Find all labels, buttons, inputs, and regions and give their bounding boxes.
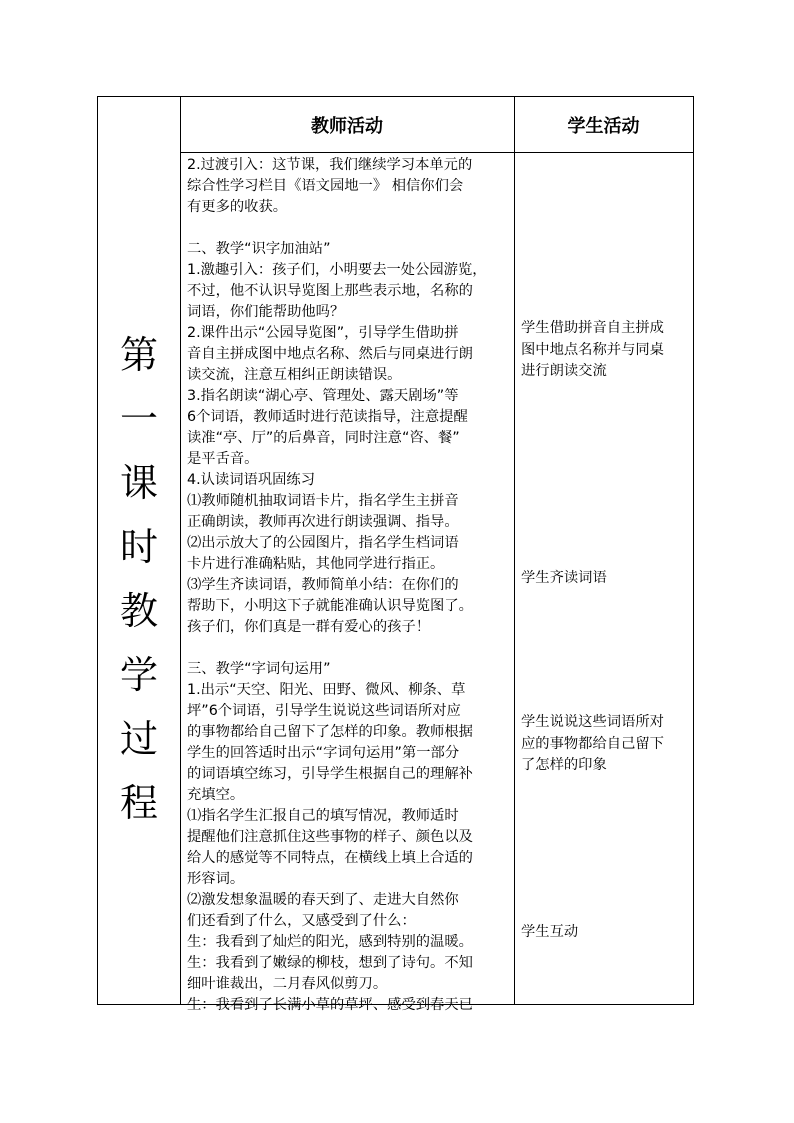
side-title xyxy=(98,153,180,1004)
teacher-line: 读交流，注意互相纠正朗读错误。 xyxy=(187,367,402,383)
side-title-char: 时 xyxy=(119,524,158,569)
teacher-line-blank xyxy=(187,638,515,659)
side-title-char: 过 xyxy=(119,716,158,761)
student-note-line: 图中地点名称并与同桌 xyxy=(521,341,664,358)
teacher-line: 2.过渡引入：这节课，我们继续学习本单元的 xyxy=(187,157,473,173)
student-note xyxy=(521,318,689,383)
teacher-line: 1.出示“天空、阳光、田野、微风、柳条、草 xyxy=(187,682,466,698)
teacher-line-blank xyxy=(187,218,515,239)
teacher-line: 1.激趣引入：孩子们，小明要去一处公园游览， xyxy=(187,262,487,278)
teacher-line: 2.课件出示“公园导览图”，引导学生借助拼 xyxy=(187,325,459,341)
teacher-line: 3.指名朗读“湖心亭、管理处、露天剧场”等 xyxy=(187,388,459,404)
section-heading: 三、教学“字词句运用” xyxy=(187,661,331,677)
teacher-line: 充填空。 xyxy=(187,787,245,803)
column-divider-left xyxy=(180,97,181,1004)
teacher-line: 综合性学习栏目《语文园地一》 相信你们会 xyxy=(187,178,464,194)
side-title-char: 程 xyxy=(119,780,158,825)
teacher-line: 孩子们，你们真是一群有爱心的孩子！ xyxy=(187,619,431,635)
teacher-line: 学生的回答适时出示“字词句运用”第一部分 xyxy=(187,745,460,761)
teacher-line: 生：我看到了嫩绿的柳枝，想到了诗句。不知 xyxy=(187,955,473,971)
teacher-line: 6个词语，教师适时进行范读指导，注意提醒 xyxy=(187,409,468,425)
teacher-line: 4.认读词语巩固练习 xyxy=(187,472,316,488)
teacher-line: 的事物都给自己留下了怎样的印象。教师根据 xyxy=(187,724,473,740)
side-title-char: 课 xyxy=(119,460,158,505)
student-note-line: 学生互动 xyxy=(521,924,579,940)
teacher-line: 坪”6个词语，引导学生说说这些词语所对应 xyxy=(187,703,461,719)
teacher-line: 不过，他不认识导览图上那些表示地，名称的 xyxy=(187,283,473,299)
teacher-line: 生：我看到了灿烂的阳光，感到特别的温暖。 xyxy=(187,934,473,950)
teacher-line: ⑴教师随机抽取词语卡片，指名学生主拼音 xyxy=(187,493,459,509)
teacher-line: 的词语填空练习，引导学生根据自己的理解补 xyxy=(187,766,473,782)
teacher-line: ⑴指名学生汇报自己的填写情况，教师适时 xyxy=(187,808,459,824)
student-note xyxy=(521,922,689,944)
teacher-line: 细叶谁裁出，二月春风似剪刀。 xyxy=(187,976,388,992)
teacher-line: ⑶学生齐读词语，教师简单小结：在你们的 xyxy=(187,577,459,593)
side-title-char: 第 xyxy=(119,332,158,377)
student-note-line: 进行朗读交流 xyxy=(521,363,607,379)
teacher-line: 读准“亭、厅”的后鼻音，同时注意“咨、餐” xyxy=(187,430,460,446)
teacher-line: 有更多的收获。 xyxy=(187,199,288,215)
teacher-line: 们还看到了什么，又感受到了什么： xyxy=(187,913,416,929)
student-activity-header: 学生活动 xyxy=(567,116,640,137)
teacher-line: 给人的感觉等不同特点，在横线上填上合适的 xyxy=(187,850,473,866)
teacher-line: 音自主拼成图中地点名称、然后与同桌进行朗 xyxy=(187,346,473,362)
student-note xyxy=(521,568,689,590)
student-note-line: 应的事物都给自己留下 xyxy=(521,735,664,752)
student-note-line: 学生借助拼音自主拼成 xyxy=(521,320,664,336)
teacher-line: 卡片进行准确粘贴，其他同学进行指正。 xyxy=(187,556,445,572)
teacher-line: ⑵出示放大了的公园图片，指名学生档词语 xyxy=(187,535,459,551)
side-title-char: 教 xyxy=(119,588,158,633)
teacher-line: 正确朗读，教师再次进行朗读强调、指导。 xyxy=(187,514,459,530)
teacher-line: 是平舌音。 xyxy=(187,451,259,467)
student-note-line: 了怎样的印象 xyxy=(521,757,607,773)
lesson-table xyxy=(97,96,694,1013)
student-note-line: 学生说说这些词语所对 xyxy=(521,714,664,730)
student-note-line: 学生齐读词语 xyxy=(521,570,607,586)
teacher-activity-text xyxy=(187,155,515,1016)
side-title-char: 一 xyxy=(119,396,158,441)
student-note xyxy=(521,712,689,777)
teacher-line: 生：我看到了长满小草的草坪、感受到春天已 xyxy=(187,997,473,1013)
section-heading: 二、教学“识字加油站” xyxy=(187,241,331,257)
teacher-line: 词语，你们能帮助他吗？ xyxy=(187,304,345,320)
side-title-char: 学 xyxy=(119,652,158,697)
teacher-line: ⑵激发想象温暖的春天到了、走进大自然你 xyxy=(187,892,459,908)
teacher-activity-header: 教师活动 xyxy=(311,116,383,137)
teacher-line: 帮助下，小明这下子就能准确认识导览图了。 xyxy=(187,598,473,614)
teacher-line: 形容词。 xyxy=(187,871,245,887)
teacher-line: 提醒他们注意抓住这些事物的样子、颜色以及 xyxy=(187,829,473,845)
